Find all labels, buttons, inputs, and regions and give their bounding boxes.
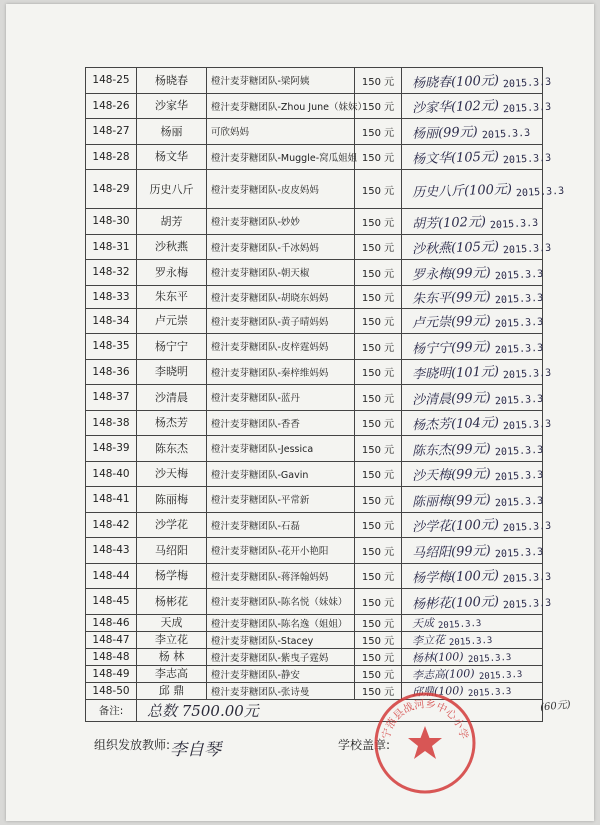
- amount: 150 元: [355, 665, 402, 682]
- handwritten-signature: 杨杰芳(104元): [411, 415, 500, 434]
- signature-cell: [402, 589, 552, 615]
- row-id: 148-32: [86, 260, 137, 286]
- handwritten-signature: 李志高(100): [411, 666, 475, 682]
- recipient-name: 沙秋燕: [137, 234, 207, 260]
- team-name: 橙汁麦芽糖团队-皮梓霆妈妈: [207, 334, 355, 360]
- amount: 150 元: [355, 260, 402, 286]
- table-row: [86, 359, 543, 385]
- recipient-name: 历史八斤: [137, 170, 207, 209]
- row-id: 148-46: [86, 614, 137, 631]
- handwritten-signature: 沙家华(102元): [411, 98, 500, 117]
- signature-date: 2015.3.3: [448, 635, 493, 648]
- row-id: 148-49: [86, 665, 137, 682]
- row-id: 148-42: [86, 512, 137, 538]
- seal-text: 宁蒗县战河乡中心小学: [380, 698, 470, 741]
- signature-cell: [402, 563, 552, 589]
- table-row: [86, 589, 543, 615]
- amount: 150 元: [355, 436, 402, 462]
- row-id: 148-31: [86, 234, 137, 260]
- row-id: 148-40: [86, 461, 137, 487]
- remarks-label: 备注:: [86, 699, 137, 721]
- row-id: 148-28: [86, 144, 137, 170]
- signature-date: 2015.3.3: [502, 152, 552, 167]
- amount: 150 元: [355, 410, 402, 436]
- amount: 150 元: [355, 648, 402, 665]
- table-row: [86, 385, 543, 411]
- table-row: [86, 665, 543, 682]
- row-id: 148-47: [86, 631, 137, 648]
- handwritten-signature: 沙学花(100元): [411, 517, 500, 536]
- teacher-label: 组织发放教师:: [94, 738, 171, 752]
- handwritten-signature: 天成: [411, 616, 435, 630]
- team-name: 橙汁麦芽糖团队-香香: [207, 410, 355, 436]
- handwritten-signature: 朱东平(99元): [411, 289, 491, 308]
- table-row: [86, 436, 543, 462]
- handwritten-signature: 李晓明(101元): [411, 364, 500, 383]
- amount: 150 元: [355, 234, 402, 260]
- handwritten-signature: 杨晓春(100元): [411, 73, 500, 92]
- loose-handwritten-mark: (60元): [539, 699, 572, 714]
- school-seal-label: 学校盖章:: [338, 738, 391, 752]
- signature-cell: [402, 308, 543, 334]
- row-id: 148-34: [86, 308, 137, 334]
- signature-cell: [402, 93, 552, 119]
- signature-date: 2015.3.3: [494, 393, 544, 408]
- handwritten-signature: 沙清晨(99元): [411, 390, 491, 409]
- row-id: 148-30: [86, 209, 137, 235]
- table-row: [86, 487, 543, 513]
- amount: 150 元: [355, 308, 402, 334]
- amount: 150 元: [355, 334, 402, 360]
- signature-date: 2015.3.3: [502, 520, 552, 535]
- table-row: [86, 648, 543, 665]
- team-name: 橙汁麦芽糖团队-陈名悦（妹妹）: [207, 589, 355, 615]
- signature-cell: [402, 665, 543, 682]
- handwritten-signature: 李立花: [411, 632, 446, 647]
- recipient-name: 杨学梅: [137, 563, 207, 589]
- table-row: [86, 334, 543, 360]
- signature-cell: [402, 359, 552, 385]
- team-name: 橙汁麦芽糖团队-梁阿姨: [207, 68, 355, 94]
- handwritten-signature: 杨丽(99元): [411, 124, 478, 142]
- table-row: [86, 144, 543, 170]
- team-name: 橙汁麦芽糖团队-Muggle-窝瓜姐姐: [207, 144, 355, 170]
- signature-cell: [402, 170, 565, 209]
- recipient-name: 李立花: [137, 631, 207, 648]
- team-name: 橙汁麦芽糖团队-石磊: [207, 512, 355, 538]
- signature-cell: [402, 234, 552, 260]
- amount: 150 元: [355, 631, 402, 648]
- table-row: [86, 512, 543, 538]
- team-name: 橙汁麦芽糖团队-花开小艳阳: [207, 538, 355, 564]
- recipient-name: 沙天梅: [137, 461, 207, 487]
- row-id: 148-44: [86, 563, 137, 589]
- recipient-name: 陈丽梅: [137, 487, 207, 513]
- amount: 150 元: [355, 144, 402, 170]
- signature-date: 2015.3.3: [478, 669, 523, 682]
- recipient-name: 胡芳: [137, 209, 207, 235]
- signature-date: 2015.3.3: [502, 571, 552, 586]
- amount: 150 元: [355, 119, 402, 145]
- signature-date: 2015.3.3: [494, 292, 544, 307]
- handwritten-signature: 杨宁宁(99元): [411, 339, 491, 358]
- handwritten-signature: 杨彬花(100元): [411, 594, 500, 613]
- table-row: [86, 285, 543, 308]
- recipient-name: 杨文华: [137, 144, 207, 170]
- team-name: 橙汁麦芽糖团队-张诗曼: [207, 682, 355, 699]
- table-row: [86, 119, 543, 145]
- signature-cell: [402, 385, 543, 411]
- team-name: 可欣妈妈: [207, 119, 355, 145]
- recipient-name: 邱 鼎: [137, 682, 207, 699]
- recipient-name: 天成: [137, 614, 207, 631]
- team-name: 橙汁麦芽糖团队-皮皮妈妈: [207, 170, 355, 209]
- amount: 150 元: [355, 512, 402, 538]
- amount: 150 元: [355, 359, 402, 385]
- handwritten-signature: 陈丽梅(99元): [411, 492, 491, 511]
- table-row: [86, 209, 543, 235]
- signature-cell: [402, 436, 543, 462]
- table-row: [86, 260, 543, 286]
- team-name: 橙汁麦芽糖团队-黄子晴妈妈: [207, 308, 355, 334]
- team-name: 橙汁麦芽糖团队-蒋泽翰妈妈: [207, 563, 355, 589]
- recipient-name: 李晓明: [137, 359, 207, 385]
- teacher-signature: 李自琴: [170, 740, 221, 760]
- signature-date: 2015.3.3: [502, 418, 552, 433]
- signature-cell: [402, 68, 552, 94]
- recipient-name: 朱东平: [137, 285, 207, 308]
- table-row: [86, 631, 543, 648]
- handwritten-signature: 陈东杰(99元): [411, 441, 491, 460]
- table-row: [86, 410, 543, 436]
- amount: 150 元: [355, 93, 402, 119]
- row-id: 148-38: [86, 410, 137, 436]
- team-name: 橙汁麦芽糖团队-千冰妈妈: [207, 234, 355, 260]
- signature-date: 2015.3.3: [494, 495, 544, 510]
- signature-date: 2015.3.3: [494, 342, 544, 357]
- handwritten-signature: 沙秋燕(105元): [411, 239, 500, 258]
- table-row: [86, 68, 543, 94]
- table-row: [86, 563, 543, 589]
- recipient-name: 沙家华: [137, 93, 207, 119]
- row-id: 148-45: [86, 589, 137, 615]
- signature-date: 2015.3.3: [502, 597, 552, 612]
- signature-date: 2015.3.3: [502, 367, 552, 382]
- amount: 150 元: [355, 682, 402, 699]
- table-row: [86, 308, 543, 334]
- signature-cell: [402, 614, 543, 631]
- team-name: 橙汁麦芽糖团队-陈名逸（姐姐）: [207, 614, 355, 631]
- signature-date: 2015.3.3: [502, 101, 552, 116]
- row-id: 148-35: [86, 334, 137, 360]
- signature-cell: [402, 119, 543, 145]
- signature-date: 2015.3.3: [481, 127, 531, 142]
- remarks-cell: [137, 699, 543, 721]
- signature-date: 2015.3.3: [437, 618, 482, 631]
- amount: 150 元: [355, 461, 402, 487]
- amount: 150 元: [355, 385, 402, 411]
- signature-date: 2015.3.3: [515, 185, 565, 199]
- team-name: 橙汁麦芽糖团队-秦梓维妈妈: [207, 359, 355, 385]
- signature-cell: [402, 334, 543, 360]
- handwritten-signature: 马绍阳(99元): [411, 543, 491, 562]
- handwritten-signature: 胡芳(102元): [411, 214, 487, 232]
- handwritten-signature: 罗永梅(99元): [411, 265, 491, 284]
- amount: 150 元: [355, 68, 402, 94]
- recipient-name: 杨宁宁: [137, 334, 207, 360]
- signature-cell: [402, 461, 543, 487]
- recipient-name: 罗永梅: [137, 260, 207, 286]
- signature-cell: [402, 285, 543, 308]
- row-id: 148-48: [86, 648, 137, 665]
- row-id: 148-27: [86, 119, 137, 145]
- team-name: 橙汁麦芽糖团队-Stacey: [207, 631, 355, 648]
- signature-cell: [402, 487, 543, 513]
- signature-date: 2015.3.3: [502, 242, 552, 257]
- signature-date: 2015.3.3: [494, 268, 544, 283]
- signature-cell: [402, 538, 543, 564]
- signature-cell: [402, 144, 552, 170]
- signature-cell: [402, 410, 552, 436]
- recipient-name: 杨杰芳: [137, 410, 207, 436]
- amount: 150 元: [355, 285, 402, 308]
- handwritten-signature: 沙天梅(99元): [411, 466, 491, 485]
- amount: 150 元: [355, 170, 402, 209]
- amount: 150 元: [355, 538, 402, 564]
- amount: 150 元: [355, 487, 402, 513]
- handwritten-signature: 杨林(100): [411, 649, 464, 665]
- team-name: 橙汁麦芽糖团队-蓝丹: [207, 385, 355, 411]
- seal-star-icon: [408, 726, 442, 759]
- team-name: 橙汁麦芽糖团队-朝天椒: [207, 260, 355, 286]
- team-name: 橙汁麦芽糖团队-静安: [207, 665, 355, 682]
- row-id: 148-43: [86, 538, 137, 564]
- signature-cell: [402, 512, 552, 538]
- signature-date: 2015.3.3: [502, 76, 552, 91]
- team-name: 橙汁麦芽糖团队-Gavin: [207, 461, 355, 487]
- recipient-name: 马绍阳: [137, 538, 207, 564]
- signature-cell: [402, 260, 543, 286]
- recipient-name: 李志高: [137, 665, 207, 682]
- table-row: [86, 170, 543, 209]
- row-id: 148-37: [86, 385, 137, 411]
- recipient-name: 卢元崇: [137, 308, 207, 334]
- signature-cell: [402, 209, 543, 235]
- handwritten-signature: 邱鼎(100): [411, 683, 464, 699]
- team-name: 橙汁麦芽糖团队-Jessica: [207, 436, 355, 462]
- amount: 150 元: [355, 589, 402, 615]
- table-row: [86, 234, 543, 260]
- handwritten-signature: 历史八斤(100元): [411, 181, 513, 201]
- handwritten-signature: 卢元崇(99元): [411, 313, 491, 332]
- remarks-total: 总数 7500.00元: [147, 701, 259, 720]
- signature-date: 2015.3.3: [467, 686, 512, 699]
- signature-cell: [402, 631, 543, 648]
- recipient-name: 杨 林: [137, 648, 207, 665]
- team-name: 橙汁麦芽糖团队-胡晓东妈妈: [207, 285, 355, 308]
- table-row: [86, 538, 543, 564]
- recipient-name: 杨晓春: [137, 68, 207, 94]
- signature-cell: [402, 648, 543, 665]
- table-row: [86, 614, 543, 631]
- row-id: 148-36: [86, 359, 137, 385]
- recipient-name: 杨丽: [137, 119, 207, 145]
- row-id: 148-29: [86, 170, 137, 209]
- table-body: [86, 68, 565, 700]
- school-seal-stamp: [372, 690, 478, 796]
- team-name: 橙汁麦芽糖团队-紫曳子霆妈: [207, 648, 355, 665]
- row-id: 148-39: [86, 436, 137, 462]
- recipient-name: 沙清晨: [137, 385, 207, 411]
- amount: 150 元: [355, 614, 402, 631]
- row-id: 148-50: [86, 682, 137, 699]
- signature-date: 2015.3.3: [494, 316, 544, 331]
- recipient-name: 沙学花: [137, 512, 207, 538]
- handwritten-signature: 杨文华(105元): [411, 149, 500, 168]
- team-name: 橙汁麦芽糖团队-平常新: [207, 487, 355, 513]
- team-name: 橙汁麦芽糖团队-妙妙: [207, 209, 355, 235]
- row-id: 148-41: [86, 487, 137, 513]
- signature-date: 2015.3.3: [494, 469, 544, 484]
- signature-date: 2015.3.3: [494, 546, 544, 561]
- signature-date: 2015.3.3: [494, 444, 544, 459]
- row-id: 148-33: [86, 285, 137, 308]
- recipient-name: 杨彬花: [137, 589, 207, 615]
- signature-date: 2015.3.3: [467, 652, 512, 665]
- recipient-name: 陈东杰: [137, 436, 207, 462]
- amount: 150 元: [355, 209, 402, 235]
- signature-date: 2015.3.3: [489, 217, 539, 232]
- handwritten-signature: 杨学梅(100元): [411, 568, 500, 587]
- table-row: [86, 93, 543, 119]
- table-row: [86, 461, 543, 487]
- row-id: 148-26: [86, 93, 137, 119]
- row-id: 148-25: [86, 68, 137, 94]
- amount: 150 元: [355, 563, 402, 589]
- team-name: 橙汁麦芽糖团队-Zhou June（妹妹）: [207, 93, 355, 119]
